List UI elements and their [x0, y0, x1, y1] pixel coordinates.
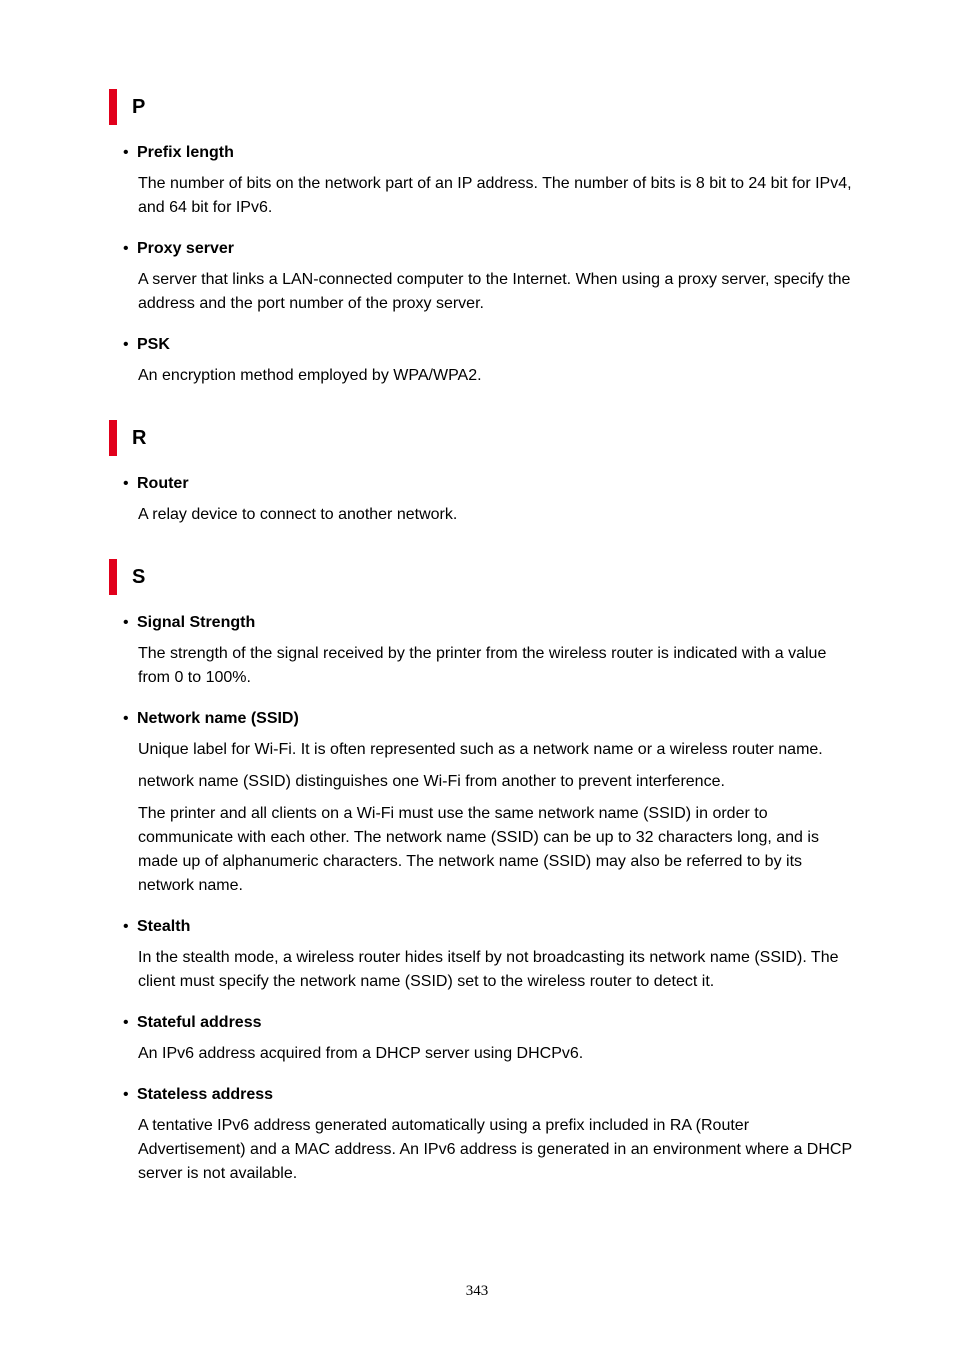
section-letter: S [132, 566, 146, 588]
glossary-term-stateless-address [123, 1085, 273, 1105]
section-letter: P [132, 96, 146, 118]
term-label: PSK [137, 336, 170, 353]
term-label: Proxy server [137, 240, 234, 257]
term-description: The printer and all clients on a Wi-Fi must use the same network name (SSID) in order to communicate with each other. The network name (SSID) can be up to 32 characters long, and is made up of alphanumeric characters. The network name (SSID) may also be referred to by its network name. [138, 805, 819, 894]
glossary-term-stateful-address [123, 1013, 261, 1033]
bullet-icon: • [123, 614, 129, 631]
term-label: Signal Strength [137, 614, 256, 631]
page-number: 343 [465, 1283, 489, 1299]
glossary-term-router [123, 474, 189, 494]
term-label: Network name (SSID) [137, 710, 299, 727]
bullet-icon: • [123, 475, 129, 492]
term-description: A server that links a LAN-connected computer to the Internet. When using a proxy server, specify the address and the port number of the proxy server. [138, 271, 851, 312]
glossary-term-network-name-ssid [123, 709, 299, 729]
glossary-term-proxy-server [123, 239, 234, 259]
term-description: Unique label for Wi-Fi. It is often represented such as a network name or a wireless router name. [138, 741, 823, 758]
term-label: Stateful address [137, 1014, 262, 1031]
term-label: Stateless address [137, 1086, 274, 1103]
glossary-term-stealth [123, 917, 190, 937]
term-description: A tentative IPv6 address generated automatically using a prefix included in RA (Router Advertisement) and a MAC address. An IPv6 address is generated in an environment where a DHCP server is not available. [138, 1117, 852, 1182]
bullet-icon: • [123, 240, 129, 257]
term-label: Prefix length [137, 144, 234, 161]
section-marker-bar [109, 420, 117, 456]
bullet-icon: • [123, 1086, 129, 1103]
glossary-term-psk [123, 335, 170, 355]
bullet-icon: • [123, 1014, 129, 1031]
term-label: Stealth [137, 918, 191, 935]
glossary-term-prefix-length [123, 143, 234, 163]
term-label: Router [137, 475, 189, 492]
bullet-icon: • [123, 336, 129, 353]
term-description: An encryption method employed by WPA/WPA2. [138, 367, 482, 384]
term-description: The strength of the signal received by the printer from the wireless router is indicated with a value from 0 to 100%. [138, 645, 827, 686]
bullet-icon: • [123, 918, 129, 935]
glossary-term-signal-strength [123, 613, 255, 633]
term-description: The number of bits on the network part of an IP address. The number of bits is 8 bit to 24 bit for IPv4, and 64 bit for IPv6. [138, 175, 852, 216]
section-marker-bar [109, 89, 117, 125]
section-letter: R [132, 427, 147, 449]
term-description: network name (SSID) distinguishes one Wi-Fi from another to prevent interference. [138, 773, 725, 790]
term-description: A relay device to connect to another network. [138, 506, 458, 523]
term-description: An IPv6 address acquired from a DHCP server using DHCPv6. [138, 1045, 584, 1062]
bullet-icon: • [123, 144, 129, 161]
section-marker-bar [109, 559, 117, 595]
bullet-icon: • [123, 710, 129, 727]
term-description: In the stealth mode, a wireless router hides itself by not broadcasting its network name (SSID). The client must specify the network name (SSID) set to the wireless router to detect it. [138, 949, 839, 990]
